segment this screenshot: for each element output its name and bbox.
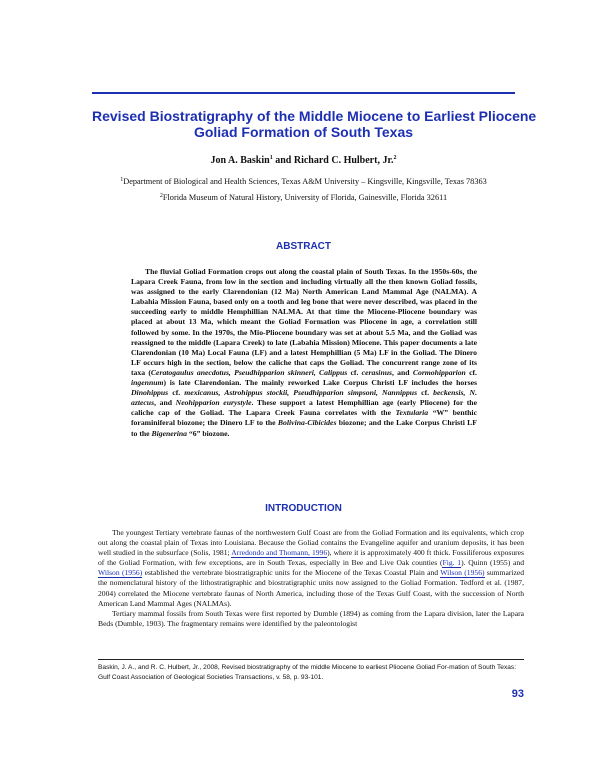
title-top-rule [92,92,515,94]
citation-footnote: Baskin, J. A., and R. C. Hulbert, Jr., 2008, Revised biostratigraphy of the middle Miocene to earliest Pliocene Goliad For-mation of South Texas: Gulf Coast Association of Geological Societies Transactions, v. 58, p. 93-101. [98,664,517,681]
citation-link-arredondo[interactable]: Arredondo and Thomann, 1996 [231,548,328,558]
intro-text: ). Quinn (1955) and [461,558,524,568]
taxon-name: Neohipparion eurystyle [175,398,252,408]
affiliation-2-sup: 2 [159,193,163,199]
title-line-2: Goliad Formation of South Texas [193,124,414,140]
abstract-body [131,267,477,439]
introduction-heading: INTRODUCTION [265,503,342,514]
intro-text: established the vertebrate biostratigraphic units for the Miocene of the Texas Coastal Plain and [142,568,441,578]
introduction-body [98,528,524,629]
author-1: Jon A. Baskin [210,155,270,166]
affiliation-1-sup: 1 [120,177,124,183]
abstract-text: cf. [417,388,434,398]
abstract-text: cf. [465,367,477,377]
taxon-name: cerasinus [361,367,392,377]
intro-text: ), where it is approximately 400 ft thick. Fossiliferous exposures of the Goliad Formation, with few exceptions, are in South Texas, especially in Bee and Live Oak counties ( [98,548,525,568]
author-1-sup: 1 [269,155,273,161]
taxon-name: mexicanus, Astrohippus stockii, Pseudhipparion simpsoni, Nannippus [184,388,418,398]
intro-paragraph-1 [98,528,524,609]
taxon-name: ingennum [131,378,164,388]
affiliation-2 [92,193,515,202]
abstract-text: , and [154,398,176,408]
taxon-name: beckensis, N. aztecus [131,388,477,408]
affiliation-2-text: Florida Museum of Natural History, University of Florida, Gainesville, Florida 32611 [162,193,448,202]
taxon-name: Bigenerina [151,428,187,438]
taxon-name: Bolivina-Cibicides [277,418,337,428]
page-number: 93 [511,688,524,700]
abstract-text: biozone; and the Lake Corpus Christi LF to the [131,418,477,438]
taxon-name: Dinohippus [131,388,169,398]
author-2: Richard C. Hulbert, Jr. [293,155,394,166]
abstract-text: . These support a latest Hemphillian age (early Pliocene) for the caliche cap of the Goliad. The Lapara Creek Fauna correlates with the [131,398,477,418]
abstract-text: The fluvial Goliad Formation crops out along the coastal plain of South Texas. In the 1950s-60s, the Lapara Creek Fauna, from low in the section and including virtually all the then known Goliad fossils, was assigned to the early Clarendonian (12 Ma) North American Land Mammal Age (NALMA). A Labahia Mission Fauna, based only on a tooth and leg bone that were never described, was placed in the succeeding early to middle Hemphillian NALMA. At that time the Miocene-Pliocene boundary was placed at about 13 Ma, which meant the Goliad Formation was Pliocene in age, a correlation still followed by some. In the 1970s, the Mio-Pliocene boundary was set at about 5.5 Ma, and the Goliad was reassigned to the middle (Lapara Creek) to late (Labahia Mission) Miocene. This paper documents a late Clarendonian (10 Ma) Local Fauna (LF) and a latest Hemphillian (5 Ma) LF in the Goliad. The Dinero LF occurs high in the section, below the caliche that caps the Goliad. The concurrent range zone of its taxa ( [131,267,477,377]
taxon-name: Cormohipparion [412,367,466,377]
abstract-text: “6” biozone. [186,428,230,438]
abstract-heading: ABSTRACT [276,241,331,252]
abstract-paragraph [131,267,477,439]
authors-and: and [272,155,294,166]
abstract-text: , and [392,367,413,377]
intro-text: summarized the nomenclatural history of the lithostratigraphic and biostratigraphic units now assigned to the Goliad Formation. Tedford et al. (1987, 2004) correlated the Miocene vertebrate faunas of North America, including those of the Texas Gulf Coast, with the succession of North American Land Mammal Ages (NALMAs). [98,568,524,608]
footnote-rule [98,659,524,660]
abstract-text: ) is late Clarendonian. The mainly reworked Lake Corpus Christi LF includes the horses [163,378,477,388]
affiliation-1 [92,177,515,186]
abstract-text: cf. [168,388,185,398]
citation-link-wilson-1[interactable]: Wilson (1956) [98,568,143,578]
figure-link-fig-1[interactable]: Fig. 1 [442,558,462,568]
taxon-name: Textularia [395,408,429,418]
intro-paragraph-2: Tertiary mammal fossils from South Texas were first reported by Dumble (1894) as coming from the Lapara division, later the Lapara Beds (Dumble, 1903). The fragmentary remains were identified by the paleontologist [98,608,524,628]
abstract-text: “W” benthic foraminiferal biozone; the Dinero LF to the [131,408,477,428]
author-2-sup: 2 [393,155,397,161]
authors [92,155,515,166]
citation-link-wilson-2[interactable]: Wilson (1956) [440,568,485,578]
paper-title [92,108,537,140]
intro-text: The youngest Tertiary vertebrate faunas of the northwestern Gulf Coast are from the Goliad Formation and its equivalents, which crop out along the coastal plain of Texas into Louisiana. Because the Goliad contains the Evangeline aquifer and uranium deposits, it has been well studied in the subsurface (Solis, 1981; [98,528,524,558]
taxon-name: Ceratogaulus anecdotus, Pseudhipparion skinneri, Calippus [150,367,348,377]
title-line-1: Revised Biostratigraphy of the Middle Miocene to Earliest Pliocene [92,108,537,124]
affiliation-1-text: Department of Biological and Health Sciences, Texas A&M University – Kingsville, Kingsville, Texas 78363 [123,177,487,186]
abstract-text: cf. [347,367,362,377]
